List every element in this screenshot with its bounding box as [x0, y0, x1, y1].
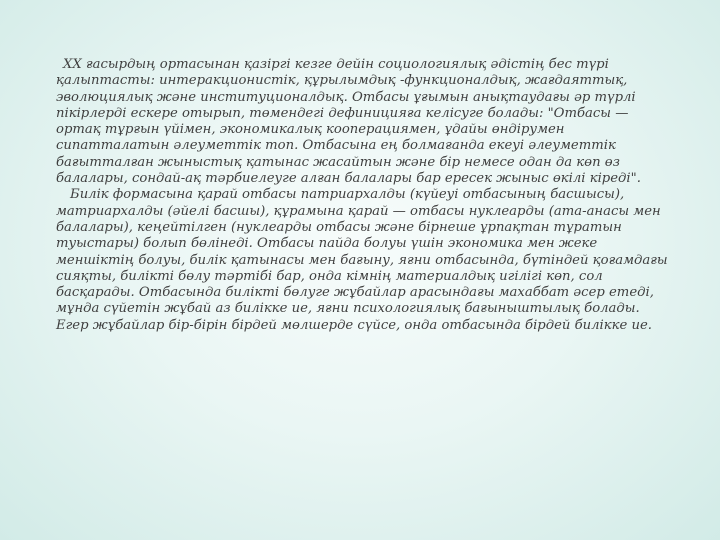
paragraph-sociology-methods: XX ғасырдың ортасынан қазіргі кезге дейін социологиялық әдістің бес түрі қалыптасты: интеракционистік, құрылымдық -функционалдық, жағдаяттық, эволюциялық және институционалдық. Отбасы ұғымын анықтаудағы әр түрлі пікірлерді ескере отырып, төмендегі дефиницияға келісуге болады: "Отбасы — ортақ тұрғын үйімен, экономикалық кооперациямен, ұдайы өндірумен сипатталатын әлеуметтік топ. Отбасына ең болмағанда екеуі әлеуметтік бағытталған жыныстық қатынас жасайтын және бір немесе одан да көп өз балалары, сондай-ақ тәрбиелеуге алған балалары бар ересек жыныс өкілі кіреді".: [56, 57, 641, 187]
slide-text-body: [56, 57, 668, 334]
paragraph-family-power-forms: Билік формасына қарай отбасы патриархалды (күйеуі отбасының басшысы), матриархалды (әйелі басшы), құрамына қарай — отбасы нуклеарды (ата-анасы мен балалары), кеңейтілген (нуклеарды отбасы және бірнеше ұрпақтан тұратын туыстары) болып бөлінеді. Отбасы пайда болуы үшін экономика мен жеке меншіктің болуы, билік қатынасы мен бағыну, яғни отбасында, бүтіндей қоғамдағы сияқты, билікті бөлу тәртібі бар, онда кімнің материалдық игілігі көп, сол басқарады. Отбасында билікті бөлуге жұбайлар арасындағы махаббат әсер етеді, мұнда сүйетін жұбай аз билікке ие, яғни психологиялық бағыныштылық болады. Егер жұбайлар бір-бірін бірдей мөлшерде сүйсе, онда отбасында бірдей билікке ие.: [56, 187, 668, 333]
